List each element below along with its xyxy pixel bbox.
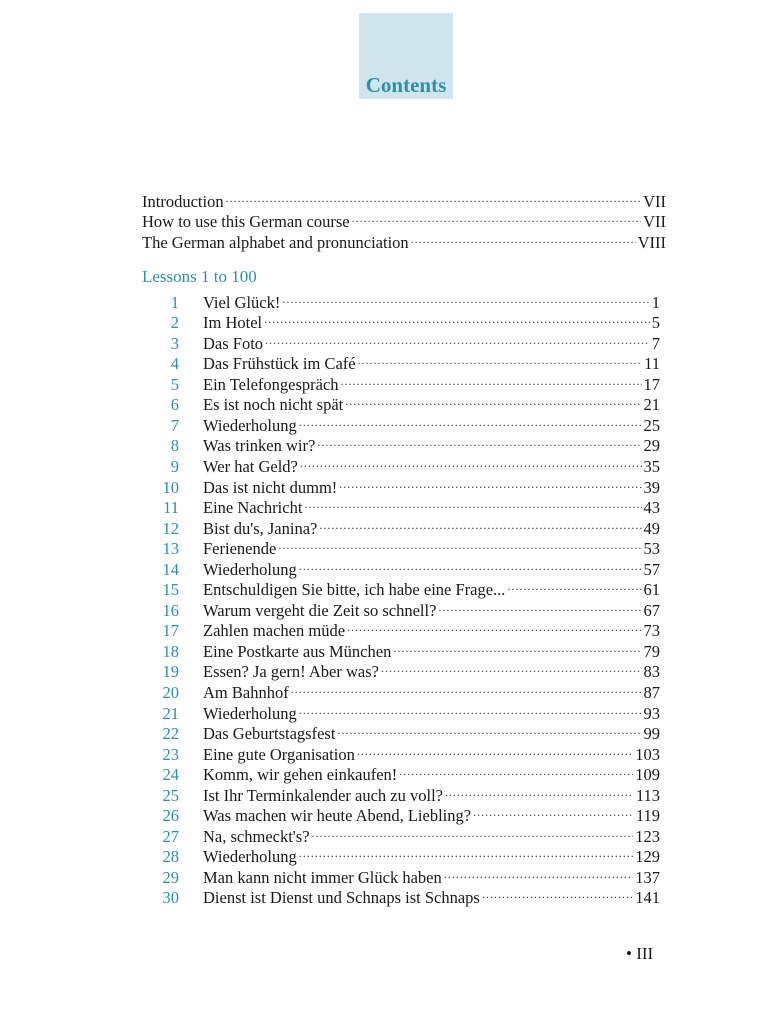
dot-leader	[339, 472, 641, 493]
lesson-title: Komm, wir gehen einkaufen!	[203, 765, 398, 785]
lessons-heading: Lessons 1 to 100	[142, 267, 257, 286]
lesson-page: 123	[635, 826, 660, 846]
lesson-number: 29	[162, 867, 179, 887]
dot-leader	[352, 207, 642, 228]
lesson-number: 25	[162, 785, 179, 805]
lesson-title: Eine gute Organisation	[203, 744, 355, 764]
lesson-number: 17	[162, 621, 179, 641]
lesson-list	[142, 287, 660, 908]
lesson-title: Das Foto	[203, 333, 264, 353]
dot-leader	[337, 718, 641, 739]
dot-leader	[438, 595, 641, 616]
lesson-number: 8	[170, 436, 179, 456]
dot-leader	[381, 657, 642, 678]
lesson-number: 28	[162, 847, 179, 867]
lesson-number: 18	[162, 641, 179, 661]
lesson-page: 109	[635, 765, 660, 785]
lesson-number: 23	[162, 744, 179, 764]
lesson-title: Essen? Ja gern! Aber was?	[203, 662, 379, 682]
dot-leader	[347, 616, 641, 637]
lesson-title: Ist Ihr Terminkalender auch zu voll?	[203, 785, 443, 805]
lesson-page: 79	[643, 641, 660, 661]
lesson-title: Das ist nicht dumm!	[203, 477, 338, 497]
dot-leader	[299, 698, 642, 719]
lesson-title: Entschuldigen Sie bitte, ich habe eine Frage...	[203, 580, 506, 600]
lesson-page: 21	[643, 395, 660, 415]
lesson-page: 7	[651, 333, 660, 353]
dot-leader	[265, 328, 650, 349]
lesson-number: 7	[170, 415, 179, 435]
dot-leader	[299, 842, 634, 863]
lesson-title: Wiederholung	[203, 559, 297, 579]
lesson-number: 16	[162, 600, 179, 620]
lesson-title: Ein Telefongespräch	[203, 374, 339, 394]
lesson-page: 129	[635, 847, 660, 867]
lesson-title: Ferienende	[203, 539, 277, 559]
lesson-number: 22	[162, 724, 179, 744]
dot-leader	[317, 431, 641, 452]
lesson-page: 73	[643, 621, 660, 641]
lesson-title: Viel Glück!	[203, 292, 281, 312]
dot-leader	[482, 883, 633, 904]
dot-leader	[312, 821, 634, 842]
lesson-title: Das Geburtstagsfest	[203, 724, 336, 744]
lesson-title: Was machen wir heute Abend, Liebling?	[203, 806, 472, 826]
lesson-number: 21	[162, 703, 179, 723]
title-box	[359, 13, 453, 99]
lesson-number: 15	[162, 580, 179, 600]
lesson-number: 19	[162, 662, 179, 682]
lesson-title: Was trinken wir?	[203, 436, 316, 456]
lesson-title: Na, schmeckt's?	[203, 826, 310, 846]
dot-leader	[282, 287, 649, 308]
lesson-page: 57	[643, 559, 660, 579]
lesson-page: 93	[643, 703, 660, 723]
page-title: Contents	[365, 73, 447, 97]
toc-entry-page: VII	[643, 191, 666, 211]
lesson-page: 49	[643, 518, 660, 538]
lesson-page: 67	[643, 600, 660, 620]
lesson-page: 53	[643, 539, 660, 559]
lesson-page: 87	[643, 682, 660, 702]
lesson-number: 3	[170, 333, 179, 353]
lesson-title: Am Bahnhof	[203, 682, 289, 702]
dot-leader	[319, 513, 641, 534]
lesson-number: 12	[162, 518, 179, 538]
lesson-title: Wiederholung	[203, 415, 297, 435]
lesson-page: 35	[643, 456, 660, 476]
lesson-number: 5	[170, 374, 179, 394]
dot-leader	[411, 227, 636, 248]
dot-leader	[264, 308, 650, 329]
lesson-title: Wiederholung	[203, 847, 297, 867]
toc-entry-page: VII	[643, 212, 666, 232]
lesson-title: Das Frühstück im Café	[203, 354, 356, 374]
bullet: •	[626, 944, 632, 963]
lesson-page: 83	[643, 662, 660, 682]
dot-leader	[341, 369, 642, 390]
lesson-number: 10	[162, 477, 179, 497]
dot-leader	[393, 636, 641, 657]
lesson-title: Im Hotel	[203, 313, 263, 333]
lesson-title: Bist du's, Janina?	[203, 518, 318, 538]
lesson-number: 26	[162, 806, 179, 826]
dot-leader	[299, 410, 642, 431]
lesson-number: 1	[170, 292, 179, 312]
dot-leader	[345, 390, 641, 411]
dot-leader	[358, 349, 643, 370]
lesson-title: Warum vergeht die Zeit so schnell?	[203, 600, 437, 620]
lesson-number: 24	[162, 765, 179, 785]
lesson-number: 14	[162, 559, 179, 579]
lesson-title: Zahlen machen müde	[203, 621, 346, 641]
toc-entry-title: The German alphabet and pronunciation	[142, 232, 409, 252]
lesson-number: 13	[162, 539, 179, 559]
lesson-page: 1	[651, 292, 660, 312]
lesson-title: Wiederholung	[203, 703, 297, 723]
lesson-page: 39	[643, 477, 660, 497]
lesson-page: 119	[635, 806, 660, 826]
dot-leader	[278, 534, 641, 555]
lesson-page: 25	[643, 415, 660, 435]
lesson-number: 11	[163, 498, 179, 518]
lesson-page: 103	[635, 744, 660, 764]
front-matter-list	[142, 186, 666, 252]
toc-entry-page: VIII	[637, 232, 666, 252]
lesson-number: 27	[162, 826, 179, 846]
lesson-number: 4	[170, 354, 179, 374]
lesson-entry[interactable]	[142, 287, 660, 312]
dot-leader	[444, 862, 634, 883]
dot-leader	[445, 780, 634, 801]
lesson-title: Wer hat Geld?	[203, 456, 298, 476]
lesson-page: 137	[635, 867, 660, 887]
lesson-page: 113	[635, 785, 660, 805]
lesson-page: 17	[643, 374, 660, 394]
toc-entry-title: Introduction	[142, 191, 224, 211]
lesson-page: 5	[651, 313, 660, 333]
dot-leader	[473, 801, 634, 822]
dot-leader	[357, 739, 633, 760]
lesson-page: 61	[643, 580, 660, 600]
lesson-number: 9	[170, 456, 179, 476]
dot-leader	[507, 575, 641, 596]
lesson-number: 6	[170, 395, 179, 415]
toc-entry[interactable]	[142, 186, 666, 211]
lesson-title: Eine Postkarte aus München	[203, 641, 392, 661]
lesson-title: Man kann nicht immer Glück haben	[203, 867, 442, 887]
dot-leader	[304, 492, 641, 513]
lesson-page: 141	[635, 888, 660, 908]
dot-leader	[226, 186, 642, 207]
page-number-value: III	[636, 944, 654, 963]
lesson-title: Eine Nachricht	[203, 498, 303, 518]
dot-leader	[300, 451, 642, 472]
lesson-number: 2	[170, 313, 179, 333]
page-number	[626, 944, 653, 964]
lesson-page: 29	[643, 436, 660, 456]
dot-leader	[291, 677, 642, 698]
dot-leader	[299, 554, 642, 575]
lesson-page: 43	[643, 498, 660, 518]
lesson-page: 99	[643, 724, 660, 744]
lesson-title: Es ist noch nicht spät	[203, 395, 344, 415]
lesson-number: 20	[162, 682, 179, 702]
dot-leader	[399, 760, 633, 781]
toc-entry-title: How to use this German course	[142, 212, 350, 232]
lesson-title: Dienst ist Dienst und Schnaps ist Schnaps	[203, 888, 480, 908]
lesson-page: 11	[644, 354, 660, 374]
lesson-number: 30	[162, 888, 179, 908]
